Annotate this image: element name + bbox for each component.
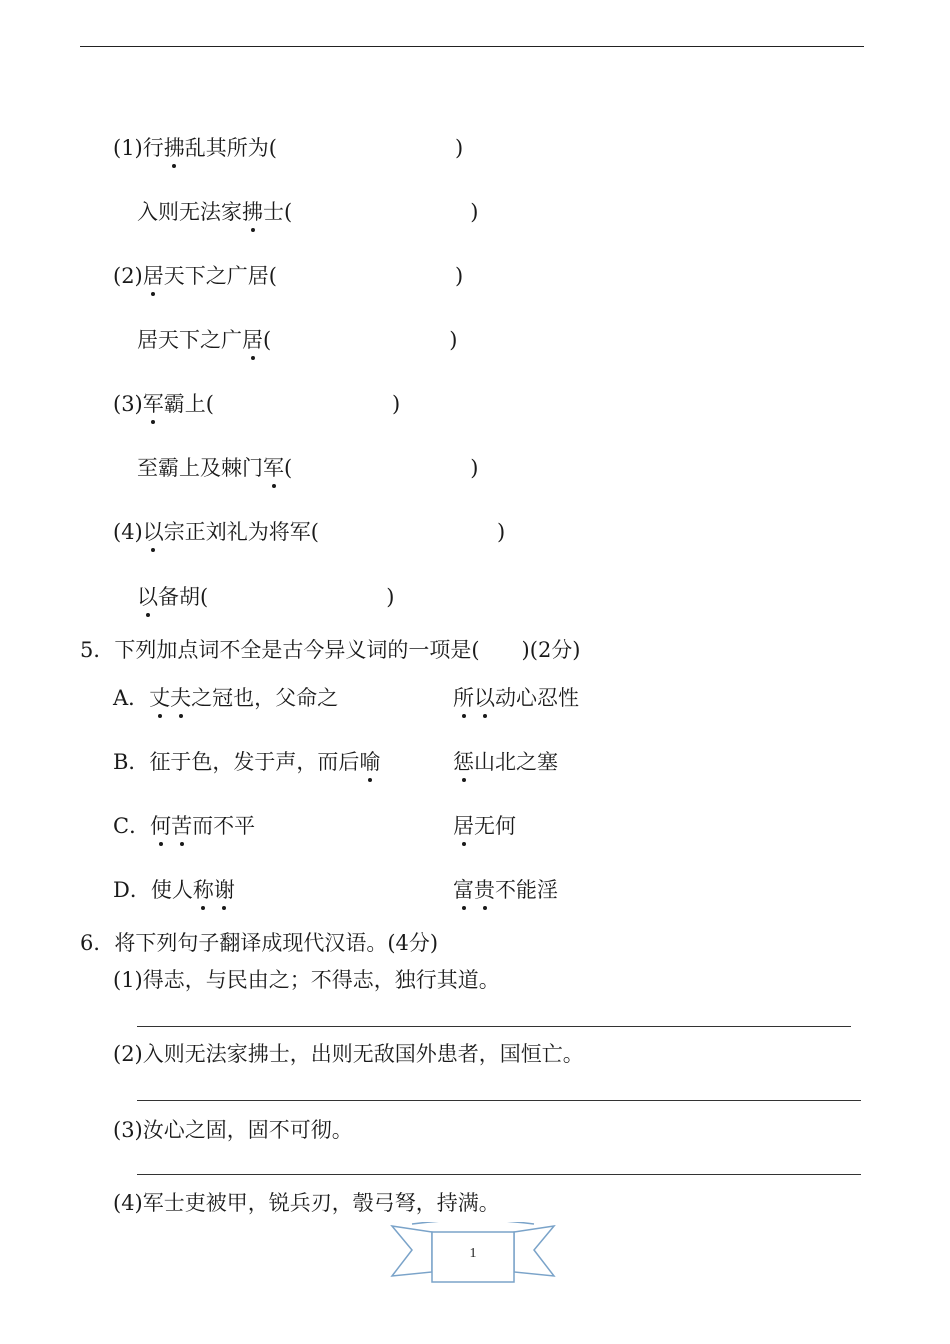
q4-item-3b: 至霸上及棘门军( ) bbox=[137, 456, 479, 480]
q6-item-3: (3)汝心之固，固不可彻。 bbox=[113, 1118, 353, 1142]
q6-answer-line-2[interactable] bbox=[137, 1100, 861, 1101]
q5-option-c-right: 居无何 bbox=[453, 814, 516, 838]
q5-option-b-right: 惩山北之塞 bbox=[453, 750, 558, 774]
q4-item-4b: 以备胡( ) bbox=[137, 585, 395, 609]
q6-answer-line-3[interactable] bbox=[137, 1174, 861, 1175]
q5-option-a-right: 所以动心忍性 bbox=[453, 686, 579, 710]
q6-item-4: (4)军士吏被甲，锐兵刃，彀弓弩，持满。 bbox=[113, 1191, 500, 1215]
q4-item-3: (3)军霸上( ) bbox=[113, 392, 401, 416]
q4-item-1b: 入则无法家拂士( ) bbox=[137, 200, 479, 224]
q5-option-d-right: 富贵不能淫 bbox=[453, 878, 558, 902]
q6-item-1: (1)得志，与民由之；不得志，独行其道。 bbox=[113, 968, 500, 992]
q5-stem: 5．下列加点词不全是古今异义词的一项是( )(2分) bbox=[80, 638, 581, 662]
dotted-char: 军 bbox=[142, 392, 164, 416]
dotted-char: 居 bbox=[453, 814, 474, 838]
page-number-ribbon bbox=[390, 1222, 556, 1284]
q6-answer-line-1[interactable] bbox=[137, 1026, 851, 1027]
dotted-char: 以 bbox=[142, 520, 164, 544]
q4-item-1: (1)行拂乱其所为( ) bbox=[113, 136, 464, 160]
dotted-char: 居 bbox=[142, 264, 164, 288]
q4-item-2b: 居天下之广居( ) bbox=[137, 328, 458, 352]
dotted-char: 军 bbox=[263, 456, 284, 480]
dotted-char: 以 bbox=[137, 585, 158, 609]
q5-option-b: B．征于色，发于声，而后喻 bbox=[113, 750, 381, 774]
q6-stem: 6．将下列句子翻译成现代汉语。(4分) bbox=[80, 931, 439, 955]
q6-item-2: (2)入则无法家拂士，出则无敌国外患者，国恒亡。 bbox=[113, 1042, 584, 1066]
dotted-char: 喻 bbox=[359, 750, 381, 774]
dotted-char: 拂 bbox=[163, 136, 185, 160]
q5-option-c: C．何苦而不平 bbox=[113, 814, 256, 838]
page-number: 1 bbox=[469, 1246, 477, 1261]
q4-item-4: (4)以宗正刘礼为将军( ) bbox=[113, 520, 506, 544]
q5-option-a: A．丈夫之冠也，父命之 bbox=[113, 686, 339, 710]
dotted-char: 居 bbox=[242, 328, 263, 352]
dotted-char: 拂 bbox=[242, 200, 263, 224]
dotted-word: 丈夫 bbox=[149, 686, 192, 710]
dotted-char: 惩 bbox=[453, 750, 474, 774]
q5-option-d: D．使人称谢 bbox=[113, 878, 235, 902]
header-rule bbox=[80, 46, 864, 47]
q4-item-2: (2)居天下之广居( ) bbox=[113, 264, 464, 288]
